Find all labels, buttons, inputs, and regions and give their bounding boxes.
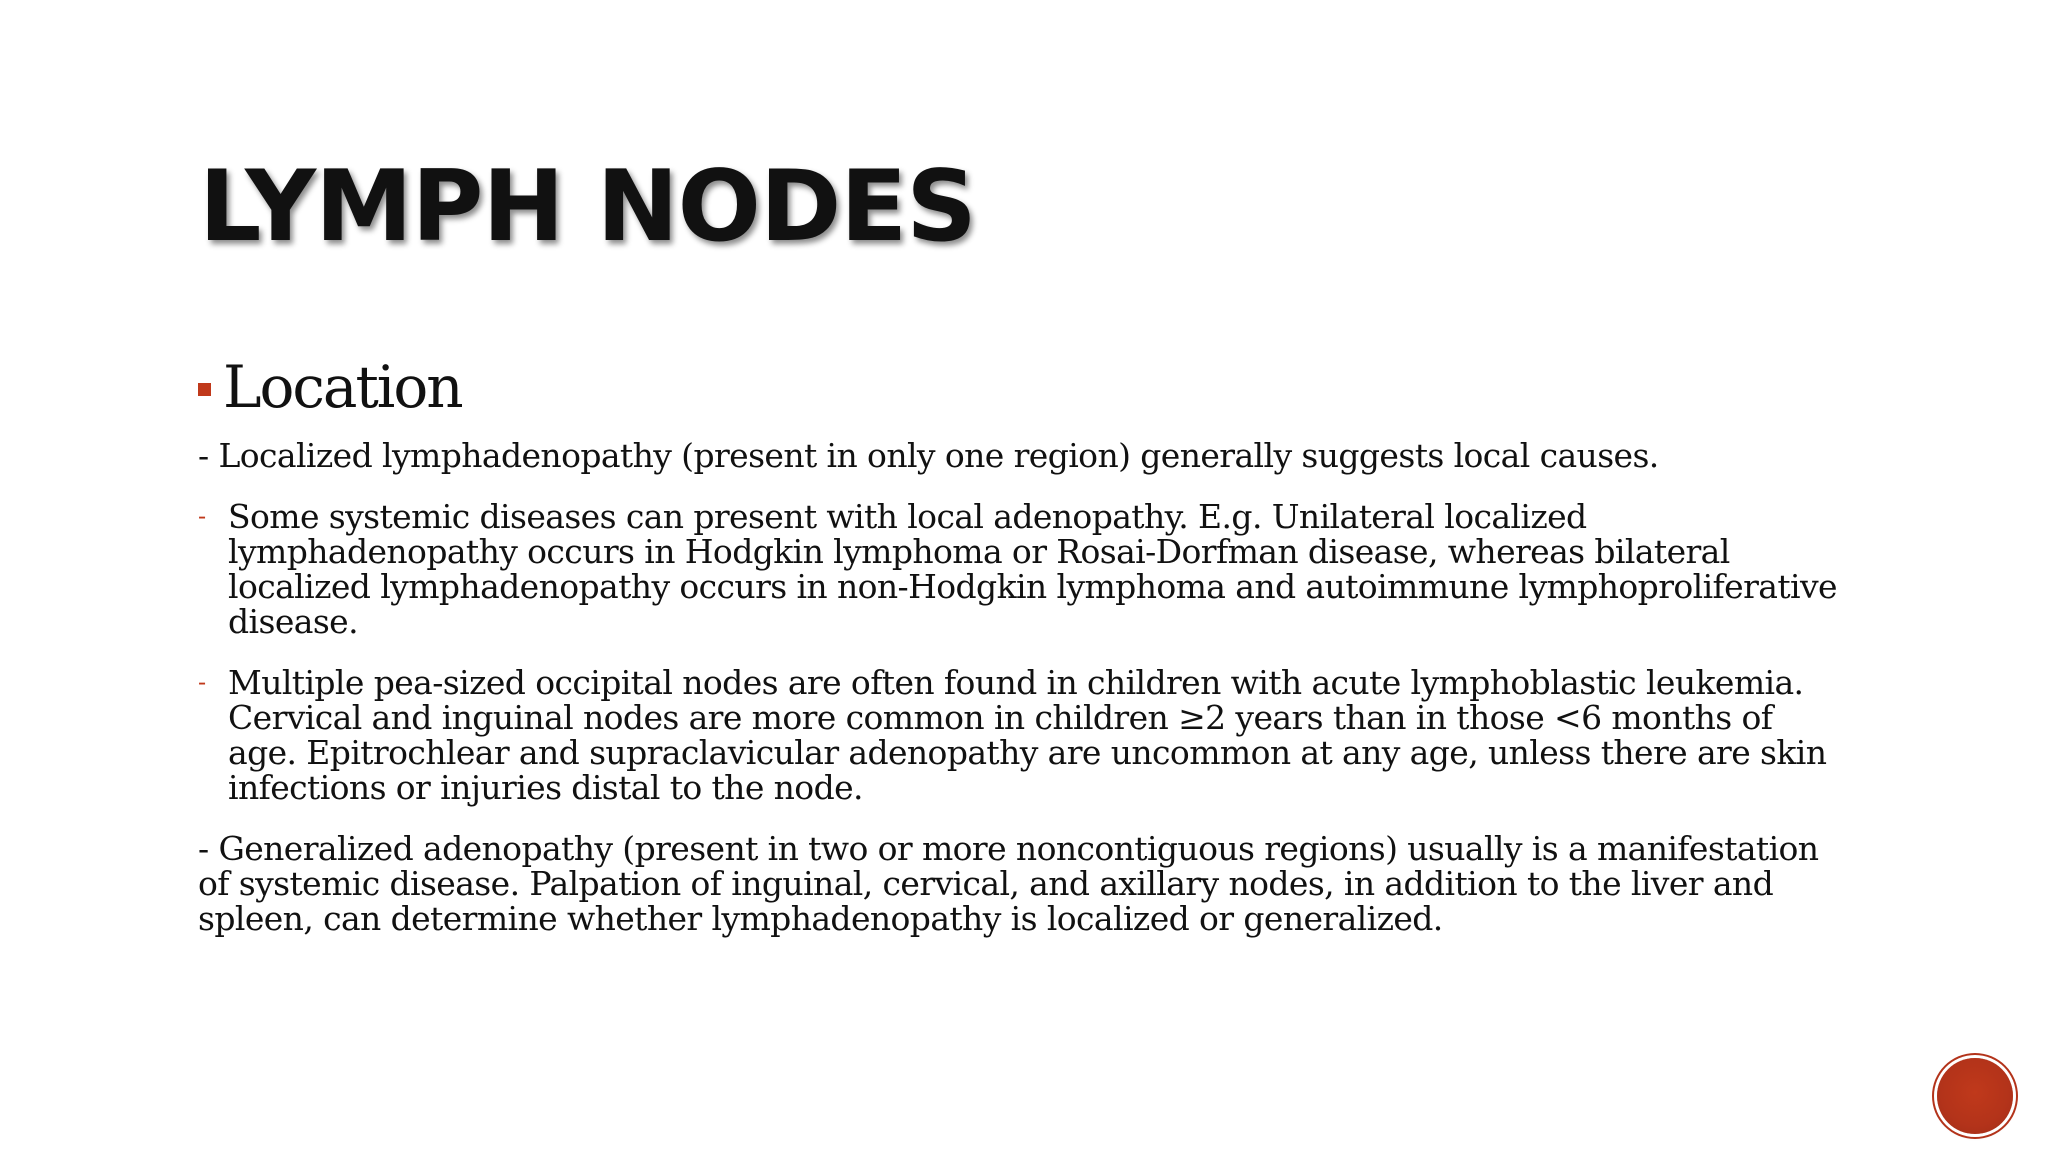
slide-content bbox=[198, 353, 1838, 962]
square-bullet-icon bbox=[198, 383, 211, 396]
heading-row bbox=[198, 353, 1838, 421]
section-heading: Location bbox=[223, 353, 462, 421]
dash-bullet-icon: - bbox=[198, 502, 206, 530]
circle-nav-icon[interactable] bbox=[1937, 1058, 2013, 1134]
slide-title: LYMPH NODES bbox=[199, 150, 976, 264]
sub-bullet-occipital bbox=[198, 665, 1838, 805]
dash-bullet-icon: - bbox=[198, 668, 206, 696]
sub-bullet-systemic bbox=[198, 499, 1838, 639]
paragraph-generalized: - Generalized adenopathy (present in two or more noncontiguous regions) usually is a manifestation of systemic disease. Palpation of inguinal, cervical, and axillary nodes, in addition to the liver and spleen, can determine whether lymphadenopathy is localized or generalized. bbox=[198, 829, 1819, 938]
sub-bullet-text: Multiple pea-sized occipital nodes are often found in children with acute lymphoblastic leukemia. Cervical and inguinal nodes are more common in children ≥2 years than in those <6 months of age. Epitrochlear and supraclavicular adenopathy are uncommon at any age, unless there are skin infections or injuries distal to the node. bbox=[228, 663, 1827, 807]
paragraph-localized: - Localized lymphadenopathy (present in only one region) generally suggests local causes. bbox=[198, 436, 1659, 475]
sub-bullet-text: Some systemic diseases can present with local adenopathy. E.g. Unilateral localized lymphadenopathy occurs in Hodgkin lymphoma or Rosai-Dorfman disease, whereas bilateral localized lymphadenopathy occurs in non-Hodgkin lymphoma and autoimmune lymphoproliferative disease. bbox=[228, 497, 1837, 641]
